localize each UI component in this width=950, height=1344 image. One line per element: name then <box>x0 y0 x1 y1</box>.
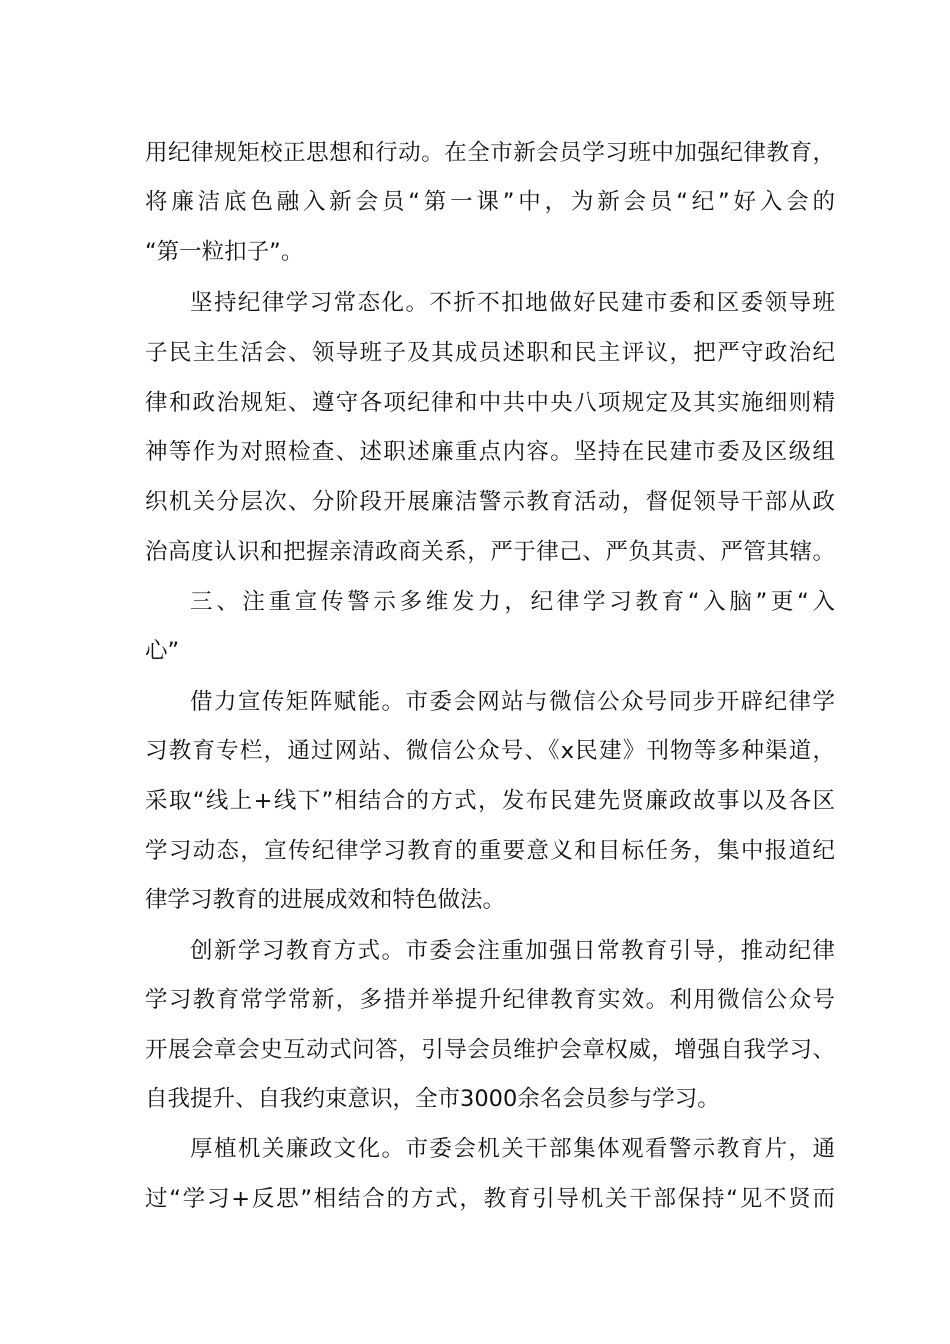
text-line: 织机关分层次、分阶段开展廉洁警示教育活动，督促领导干部从政 <box>145 489 835 515</box>
text-line: 自我提升、自我约束意识，全市3000余名会员参与学习。 <box>145 1086 720 1112</box>
section-heading-continuation: 心” <box>145 638 180 664</box>
paragraph-heading: 借力宣传矩阵赋能。市委会网站与微信公众号同步开辟纪律学 <box>190 689 835 715</box>
text-line: 律和政治规矩、遵守各项纪律和中共中央八项规定及其实施细则精 <box>145 390 835 416</box>
paragraph-heading: 坚持纪律学习常态化。不折不扣地做好民建市委和区委领导班 <box>190 290 835 316</box>
paragraph-heading: 厚植机关廉政文化。市委会机关干部集体观看警示教育片，通 <box>190 1136 835 1162</box>
text-line: 将廉洁底色融入新会员“第一课”中，为新会员“纪”好入会的 <box>145 189 835 215</box>
text-line: 习教育专栏，通过网站、微信公众号、《x民建》刊物等多种渠道， <box>145 738 835 764</box>
text-line: 用纪律规矩校正思想和行动。在全市新会员学习班中加强纪律教育， <box>145 140 835 166</box>
section-heading: 三、注重宣传警示多维发力，纪律学习教育“入脑”更“入 <box>190 589 835 615</box>
text-line: 学习动态，宣传纪律学习教育的重要意义和目标任务，集中报道纪 <box>145 838 835 864</box>
text-line: 学习教育常学常新，多措并举提升纪律教育实效。利用微信公众号 <box>145 987 835 1013</box>
text-line: 过“学习+反思”相结合的方式，教育引导机关干部保持“见不贤而 <box>145 1186 835 1212</box>
text-line: 治高度认识和把握亲清政商关系，严于律己、严负其责、严管其辖。 <box>145 539 835 565</box>
paragraph-heading: 创新学习教育方式。市委会注重加强日常教育引导，推动纪律 <box>190 938 835 964</box>
text-line: 采取“线上+线下”相结合的方式，发布民建先贤廉政故事以及各区 <box>145 788 835 814</box>
text-line: “第一粒扣子”。 <box>145 239 304 265</box>
text-line: 律学习教育的进展成效和特色做法。 <box>145 887 506 913</box>
text-line: 子民主生活会、领导班子及其成员述职和民主评议，把严守政治纪 <box>145 340 835 366</box>
text-line: 神等作为对照检查、述职述廉重点内容。坚持在民建市委及区级组 <box>145 439 835 465</box>
text-line: 开展会章会史互动式问答，引导会员维护会章权威，增强自我学习、 <box>145 1037 835 1063</box>
